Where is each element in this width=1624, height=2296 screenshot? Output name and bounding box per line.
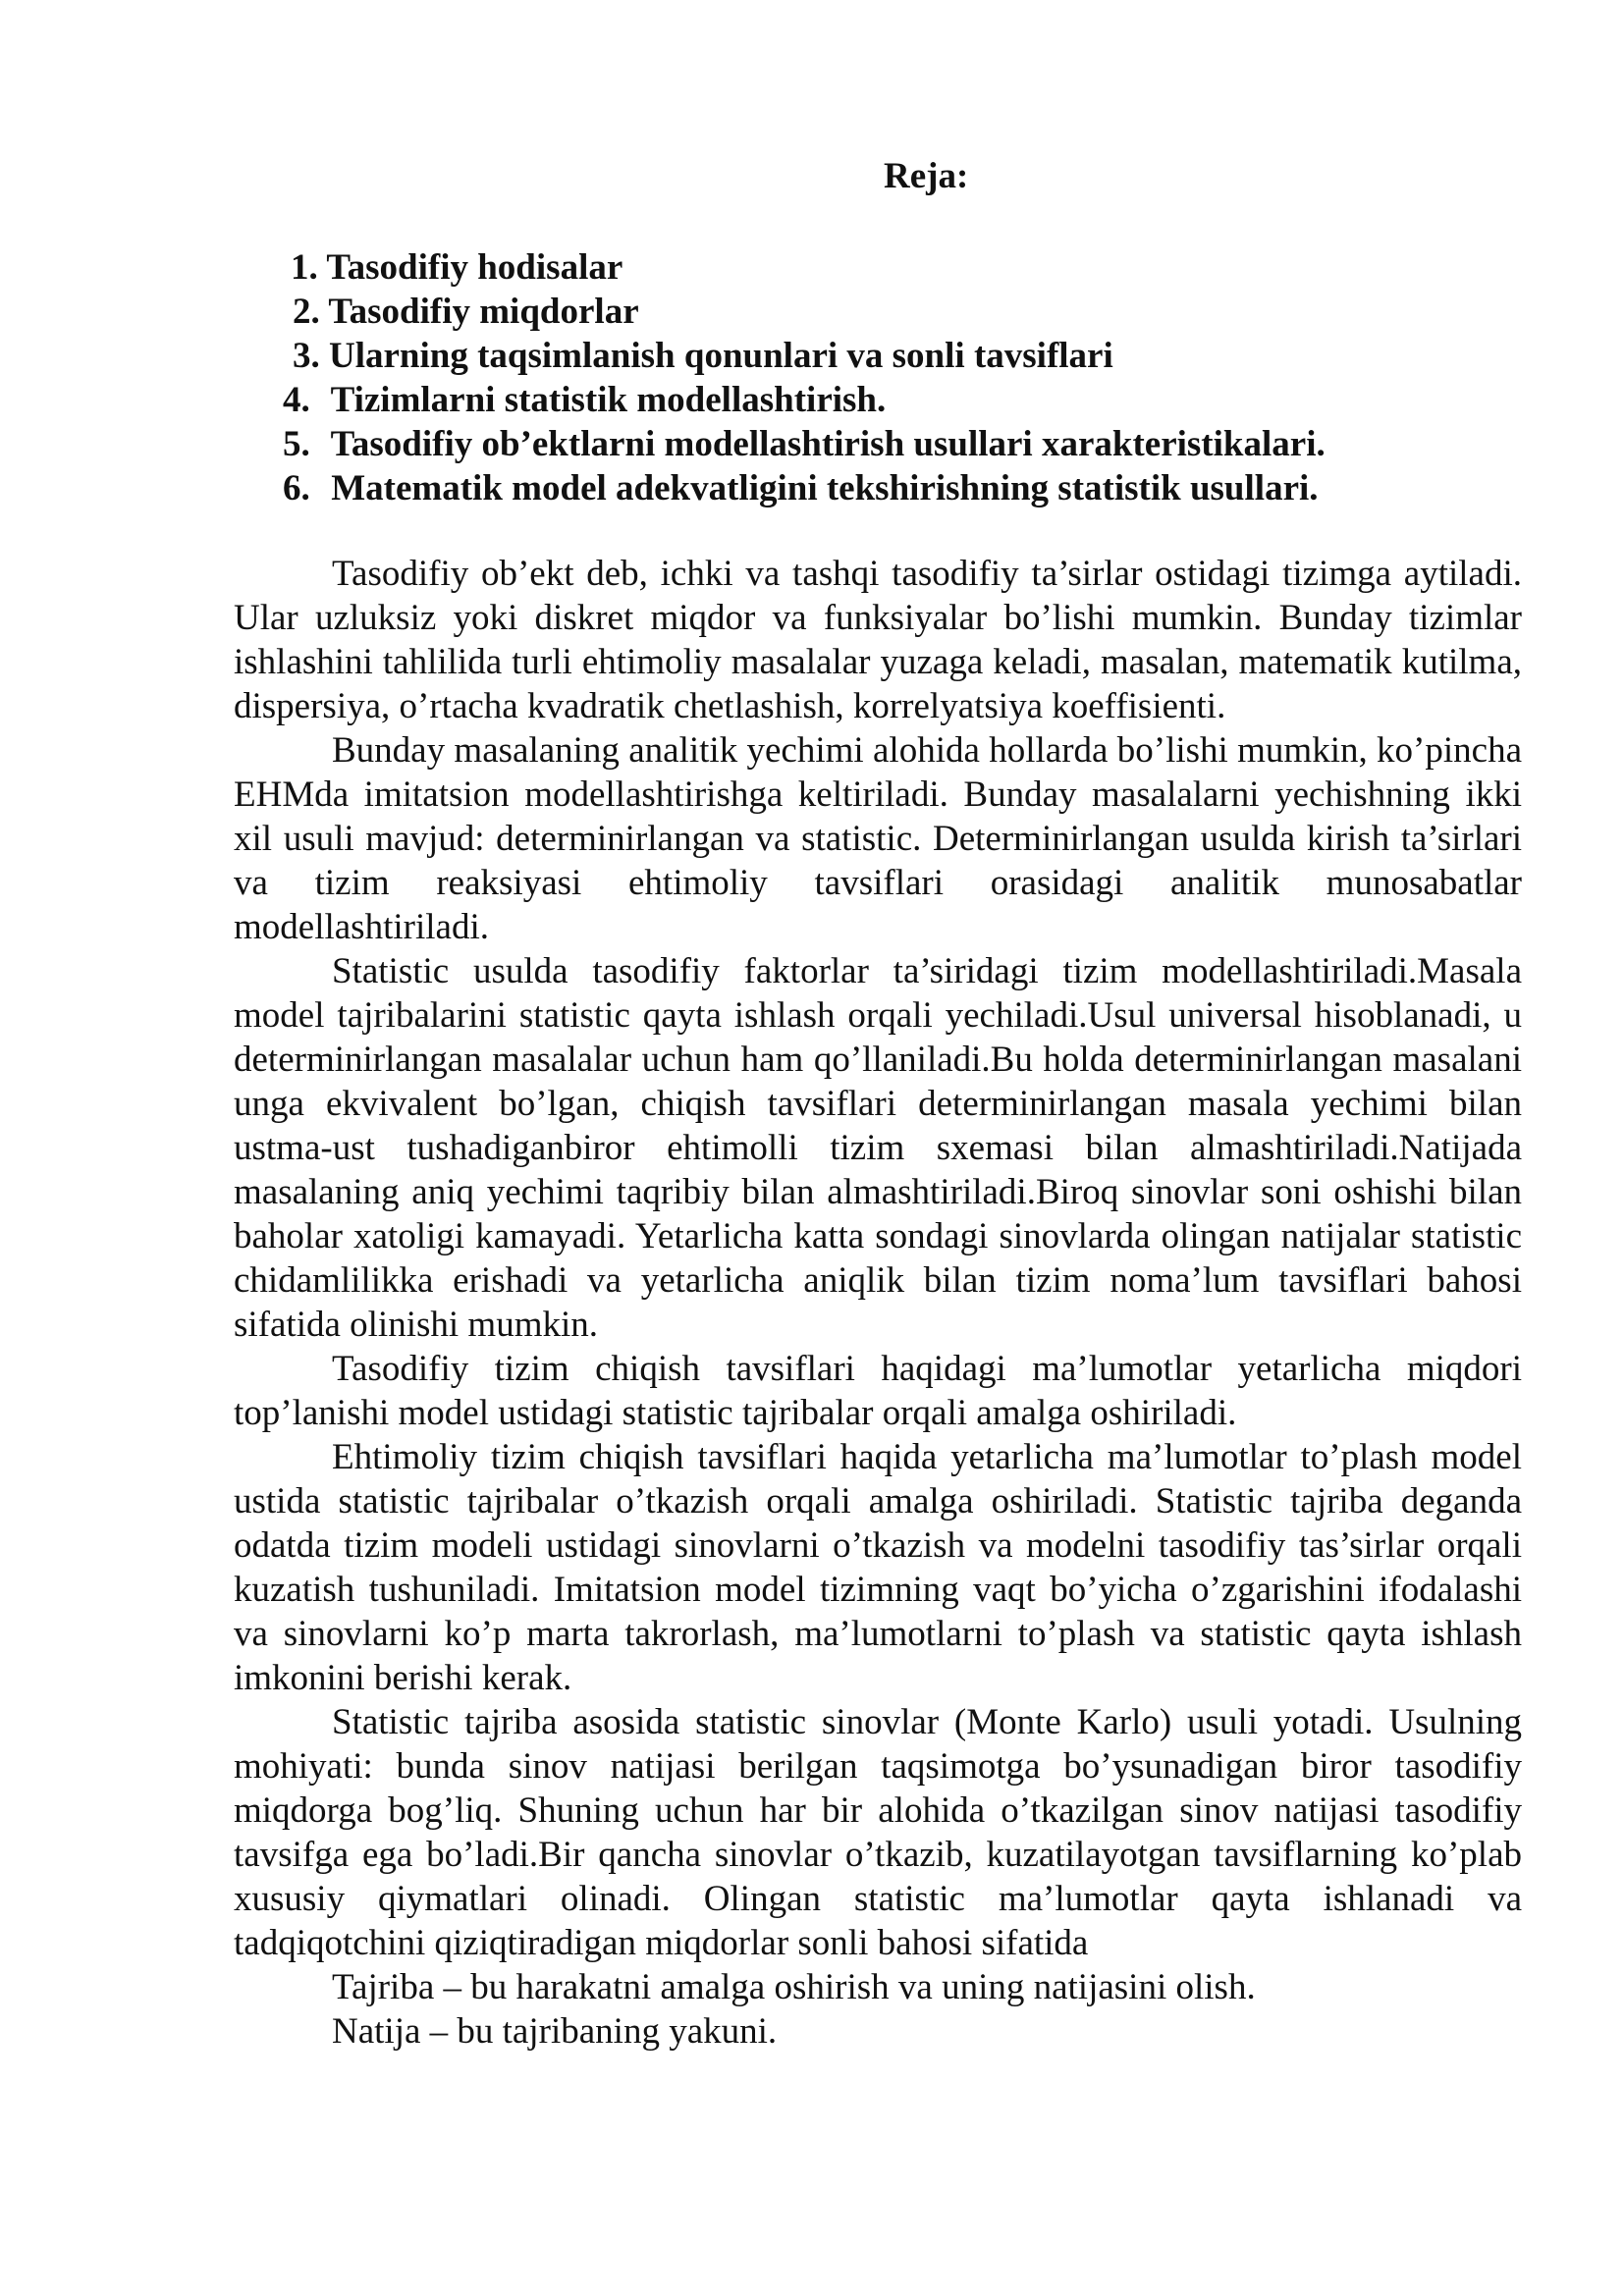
plan-item [283, 334, 1326, 378]
paragraph: Natija – bu tajribaning yakuni. [332, 2011, 778, 2052]
plan-item-text: Matematik model adekvatligini tekshirishning statistik usullari. [331, 468, 1319, 508]
plan-item-text: Tasodifiy miqdorlar [328, 292, 639, 332]
body-text [234, 552, 1522, 2054]
plan-item-text: Tizimlarni statistik modellashtirish. [330, 380, 887, 420]
plan-item-text: Ularning taqsimlanish qonunlari va sonli tavsiflari [329, 336, 1113, 376]
plan-item-number: 6. [283, 468, 310, 508]
paragraph: Ehtimoliy tizim chiqish tavsiflari haqida yetarlicha ma’lumotlar to’plash model ustida statistic tajribalar o’tkazish orqali amalga oshiriladi. Statistic tajriba deganda odatda tizim modeli ustidagi sinovlarni o’tkazish va modelni tasodifiy tas’sirlar orqali kuzatish tushuniladi. Imitatsion model tizimning vaqt bo’yicha o’zgarishini ifodalashi va sinovlarni ko’p marta takrorlash, ma’lumotlarni to’plash va statistic qayta ishlash imkonini berishi kerak. [234, 1437, 1522, 1698]
plan-item [283, 422, 1326, 466]
plan-item-text: Tasodifiy ob’ektlarni modellashtirish usullari xarakteristikalari. [330, 424, 1326, 464]
page-title: Reja: [884, 156, 969, 196]
plan-item-number: 1. [291, 247, 318, 288]
plan-item [283, 378, 1326, 422]
paragraph: Tasodifiy tizim chiqish tavsiflari haqidagi ma’lumotlar yetarlicha miqdori top’lanishi model ustidagi statistic tajribalar orqali amalga oshiriladi. [234, 1349, 1522, 1433]
paragraph: Statistic tajriba asosida statistic sinovlar (Monte Karlo) usuli yotadi. Usulning mohiyati: bunda sinov natijasi berilgan taqsimotga bo’ysunadigan biror tasodifiy miqdorga bog’liq. Shuning uchun har bir alohida o’tkazilgan sinov natijasi tasodifiy tavsifga ega bo’ladi.Bir qancha sinovlar o’tkazib, kuzatilayotgan tavsiflarning ko’plab xususiy qiymatlari olinadi. Olingan statistic ma’lumotlar qayta ishlanadi va tadqiqotchini qiziqtiradigan miqdorlar sonli bahosi sifatida [234, 1702, 1522, 1963]
paragraph: Tasodifiy ob’ekt deb, ichki va tashqi tasodifiy ta’sirlar ostidagi tizimga aytiladi. Ular uzluksiz yoki diskret miqdor va funksiyalar bo’lishi mumkin. Bunday tizimlar ishlashini tahlilida turli ehtimoliy masalalar yuzaga keladi, masalan, matematik kutilma, dispersiya, o’rtacha kvadratik chetlashish, korrelyatsiya koeffisienti. [234, 554, 1522, 726]
paragraph: Statistic usulda tasodifiy faktorlar ta’siridagi tizim modellashtiriladi.Masala model tajribalarini statistic qayta ishlash orqali yechiladi.Usul universal hisoblanadi, u determinirlangan masalalar uchun ham qo’llaniladi.Bu holda determinirlangan masalani unga ekvivalent bo’lgan, chiqish tavsiflari determinirlangan masala yechimi bilan ustma-ust tushadiganbiror ehtimolli tizim sxemasi bilan almashtiriladi.Natijada masalaning aniq yechimi taqribiy bilan almashtiriladi.Biroq sinovlar soni oshishi bilan baholar xatoligi kamayadi. Yetarlicha katta sondagi sinovlarda olingan natijalar statistic chidamlilikka erishadi va yetarlicha aniqlik bilan tizim noma’lum tavsiflari bahosi sifatida olinishi mumkin. [234, 951, 1522, 1345]
paragraph: Bunday masalaning analitik yechimi alohida hollarda bo’lishi mumkin, ko’pincha EHMda imitatsion modellashtirishga keltiriladi. Bunday masalalarni yechishning ikki xil usuli mavjud: determinirlangan va statistic. Determinirlangan usulda kirish ta’sirlari va tizim reaksiyasi ehtimoliy tavsiflari orasidagi analitik munosabatlar modellashtiriladi. [234, 730, 1522, 947]
plan-item [283, 290, 1326, 334]
plan-item [283, 466, 1326, 510]
plan-item-number: 4. [283, 380, 310, 420]
paragraph: Tajriba – bu harakatni amalga oshirish va uning natijasini olish. [332, 1967, 1256, 2007]
plan-list [283, 245, 1326, 510]
plan-item [283, 245, 1326, 290]
plan-item-number: 5. [283, 424, 310, 464]
plan-item-number: 2. [293, 292, 320, 332]
plan-item-text: Tasodifiy hodisalar [326, 247, 623, 288]
plan-item-number: 3. [293, 336, 320, 376]
